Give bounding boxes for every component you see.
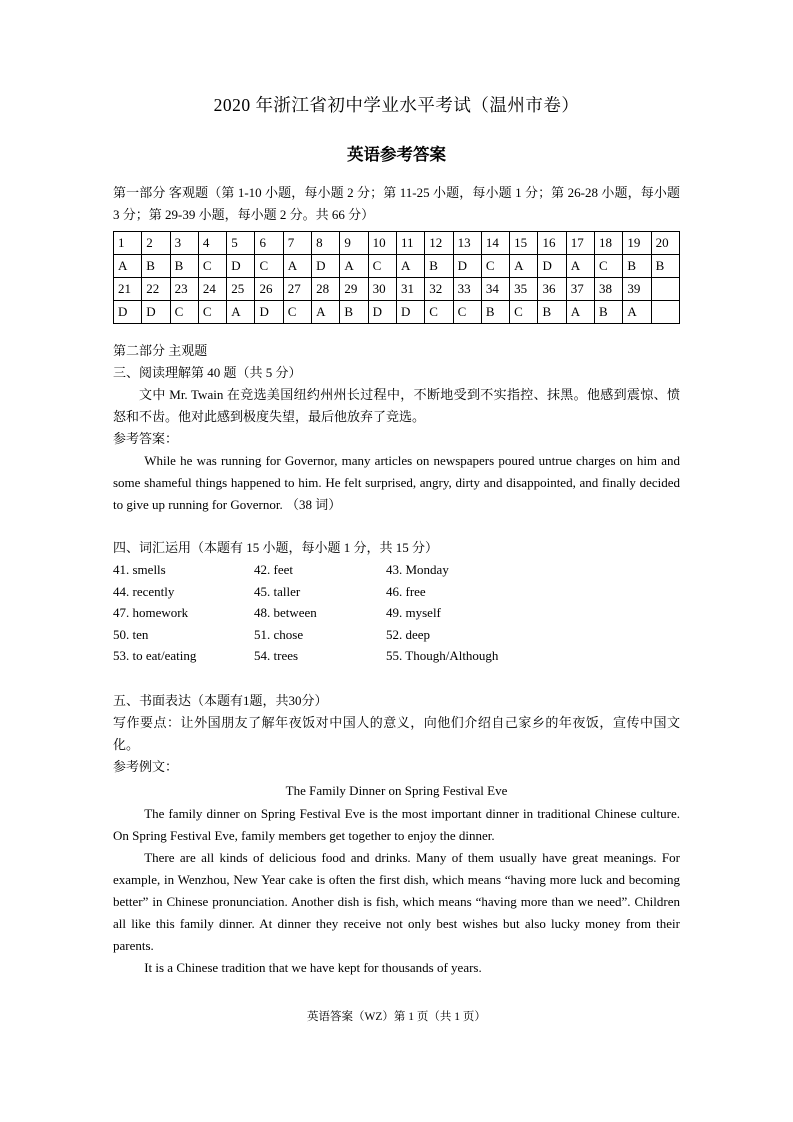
essay-paragraph: It is a Chinese tradition that we have kept for thousands of years. — [144, 959, 482, 975]
vocabulary-grid — [113, 559, 680, 667]
answer-cell: C — [510, 301, 538, 324]
answer-cell: 36 — [538, 278, 566, 301]
answer-table-row — [114, 255, 680, 278]
answer-cell: B — [340, 301, 368, 324]
answer-cell: D — [142, 301, 170, 324]
answer-table-body — [114, 232, 680, 324]
answer-cell: 15 — [510, 232, 538, 255]
answer-cell: A — [312, 301, 340, 324]
answer-cell: 3 — [170, 232, 198, 255]
answer-cell: D — [227, 255, 255, 278]
answer-cell: 35 — [510, 278, 538, 301]
essay-paragraph: There are all kinds of delicious food and drinks. Many of them usually have great meanings. For example, in Wenzhou, New Year cake is often the first dish, which means “having more luck and becoming better” in Chinese pronunciation. Another dish is fish, which means “having more than we need”. Children all like this family dinner. At dinner they receive not only best wishes but also lucky money from their parents. — [113, 849, 680, 953]
answer-cell: 2 — [142, 232, 170, 255]
part1-section — [113, 182, 680, 324]
answer-cell: A — [566, 255, 594, 278]
page-footer: 英语答案（WZ）第 1 页（共 1 页） — [307, 1011, 486, 1023]
answer-cell: C — [255, 255, 283, 278]
vocab-answer: 49. myself — [386, 605, 441, 620]
doc-subtitle: 英语参考答案 — [347, 145, 446, 164]
answer-cell: D — [538, 255, 566, 278]
answer-cell: 8 — [312, 232, 340, 255]
vocabulary-heading: 四、词汇运用（本题有 15 小题，每小题 1 分，共 15 分） — [113, 540, 439, 555]
answer-cell: B — [595, 301, 623, 324]
reading-section — [113, 362, 680, 516]
vocab-answer: 48. between — [254, 605, 317, 620]
part2-heading: 第二部分 主观题 — [113, 343, 208, 358]
answer-cell: D — [396, 301, 424, 324]
part1-heading: 第一部分 客观题（第 1-10 小题，每小题 2 分；第 11-25 小题，每小题 1 分；第 26-28 小题，每小题 3 分；第 29-39 小题，每小题 2 分。共 66 分） — [113, 185, 680, 222]
vocab-answer: 41. smells — [113, 562, 166, 577]
answer-cell: 31 — [396, 278, 424, 301]
answer-cell: 28 — [312, 278, 340, 301]
answer-cell: 14 — [481, 232, 509, 255]
answer-cell: 18 — [595, 232, 623, 255]
answer-cell: C — [283, 301, 311, 324]
answer-cell: D — [255, 301, 283, 324]
answer-cell: 34 — [481, 278, 509, 301]
answer-table-row — [114, 301, 680, 324]
doc-title: 2020 年浙江省初中学业水平考试（温州市卷） — [213, 95, 580, 115]
vocab-answer: 43. Monday — [386, 562, 449, 577]
answer-cell: 9 — [340, 232, 368, 255]
answer-cell: D — [368, 301, 396, 324]
answer-cell: B — [481, 301, 509, 324]
answer-cell: A — [114, 255, 142, 278]
answer-cell: B — [142, 255, 170, 278]
answer-cell: C — [198, 255, 226, 278]
vocab-answer: 45. taller — [254, 583, 301, 599]
answer-cell: 20 — [651, 232, 679, 255]
answer-cell: 38 — [595, 278, 623, 301]
vocab-answer: 53. to eat/eating — [113, 648, 197, 663]
sample-essay-label: 参考例文： — [113, 758, 179, 774]
answer-cell: 17 — [566, 232, 594, 255]
answer-cell: D — [453, 255, 481, 278]
answer-cell — [651, 301, 679, 324]
reference-answer-label: 参考答案： — [113, 431, 179, 446]
answer-cell: 7 — [283, 232, 311, 255]
vocab-answer: 55. Though/Although — [386, 648, 499, 663]
answer-cell: C — [198, 301, 226, 324]
writing-section — [113, 690, 680, 979]
answer-cell: 13 — [453, 232, 481, 255]
answer-cell: A — [566, 301, 594, 324]
answer-table-row — [114, 232, 680, 255]
part2-section — [113, 340, 680, 979]
answer-table — [113, 231, 680, 324]
answer-cell: 22 — [142, 278, 170, 301]
answer-table-row — [114, 278, 680, 301]
answer-cell: 23 — [170, 278, 198, 301]
answer-cell: 39 — [623, 278, 651, 301]
vocabulary-section — [113, 537, 680, 667]
essay-paragraph: The family dinner on Spring Festival Eve is the most important dinner in traditional Chinese culture. On Spring Festival Eve, family members get together to enjoy the dinner. — [113, 805, 680, 843]
answer-cell: B — [651, 255, 679, 278]
answer-cell: C — [595, 255, 623, 278]
answer-cell: 11 — [396, 232, 424, 255]
vocab-answer: 47. homework — [113, 605, 189, 620]
answer-cell: A — [623, 301, 651, 324]
vocab-answer: 50. ten — [113, 626, 149, 642]
answer-cell — [651, 278, 679, 301]
answer-cell: 5 — [227, 232, 255, 255]
answer-cell: 1 — [114, 232, 142, 255]
answer-cell: 6 — [255, 232, 283, 255]
answer-cell: A — [396, 255, 424, 278]
answer-cell: A — [227, 301, 255, 324]
essay-body — [113, 803, 680, 979]
answer-cell: B — [425, 255, 453, 278]
answer-cell: C — [425, 301, 453, 324]
vocab-answer: 54. trees — [254, 648, 299, 663]
answer-cell: 30 — [368, 278, 396, 301]
answer-cell: 16 — [538, 232, 566, 255]
answer-cell: 12 — [425, 232, 453, 255]
vocab-answer: 42. feet — [254, 562, 293, 577]
vocab-answer: 51. chose — [254, 626, 304, 642]
answer-cell: C — [481, 255, 509, 278]
answer-cell: 29 — [340, 278, 368, 301]
vocab-answer: 46. free — [386, 583, 426, 599]
vocab-answer: 52. deep — [386, 626, 431, 642]
answer-cell: 26 — [255, 278, 283, 301]
answer-cell: 27 — [283, 278, 311, 301]
reading-summary-cn: 文中 Mr. Twain 在竞选美国纽约州州长过程中，不断地受到不实指控、抹黑。他感到震惊、愤怒和不齿。他对此感到极度失望，最后他放弃了竞选。 — [113, 387, 680, 424]
answer-cell: 25 — [227, 278, 255, 301]
essay-title: The Family Dinner on Spring Festival Eve — [285, 782, 508, 798]
writing-heading: 五、书面表达（本题有1题，共30分） — [113, 692, 328, 708]
reading-heading: 三、阅读理解第 40 题（共 5 分） — [113, 365, 302, 380]
answer-cell: 24 — [198, 278, 226, 301]
answer-cell: D — [114, 301, 142, 324]
answer-cell: 37 — [566, 278, 594, 301]
answer-cell: A — [283, 255, 311, 278]
answer-cell: A — [510, 255, 538, 278]
answer-cell: C — [170, 301, 198, 324]
vocab-answer: 44. recently — [113, 583, 175, 599]
reading-answer-en: While he was running for Governor, many articles on newspapers poured untrue charges on him and some shameful things happened to him. He felt surprised, angry, dirty and disappointed, and finally decided to give up running for Governor. （38 词） — [113, 453, 680, 512]
answer-cell: 32 — [425, 278, 453, 301]
writing-points: 写作要点：让外国朋友了解年夜饭对中国人的意义，向他们介绍自己家乡的年夜饭，宣传中国文化。 — [113, 714, 680, 752]
answer-cell: B — [170, 255, 198, 278]
answer-cell: A — [340, 255, 368, 278]
answer-cell: D — [312, 255, 340, 278]
answer-cell: 33 — [453, 278, 481, 301]
answer-cell: 21 — [114, 278, 142, 301]
answer-cell: 4 — [198, 232, 226, 255]
answer-cell: B — [538, 301, 566, 324]
answer-cell: 10 — [368, 232, 396, 255]
answer-cell: C — [368, 255, 396, 278]
answer-cell: 19 — [623, 232, 651, 255]
answer-cell: B — [623, 255, 651, 278]
answer-cell: C — [453, 301, 481, 324]
